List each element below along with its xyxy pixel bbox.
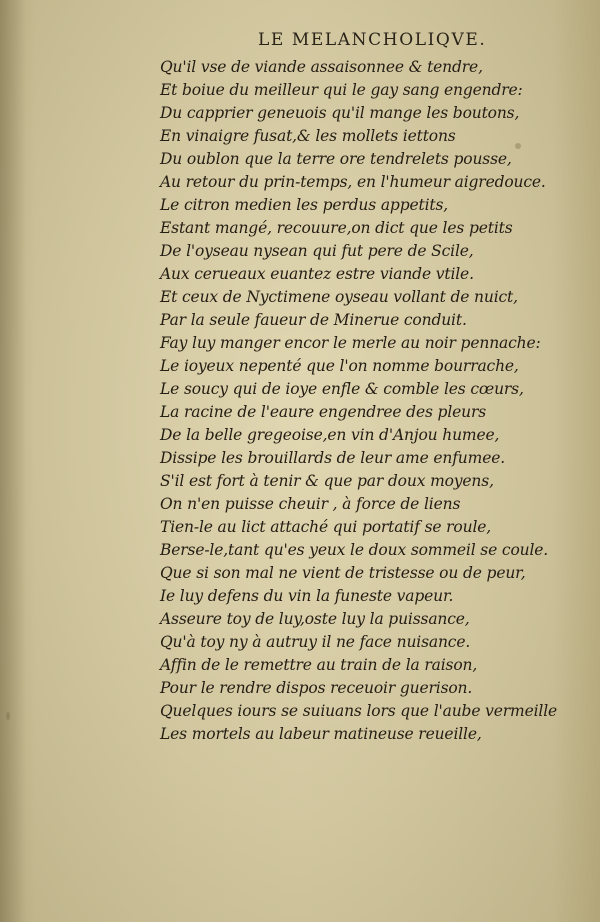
verse-line: Que si son mal ne vient de tristesse ou de peur, — [160, 564, 526, 582]
verse-line: Le soucy qui de ioye enfle & comble les cœurs, — [160, 380, 524, 398]
verse-line: Et boiue du meilleur qui le gay sang engendre: — [160, 81, 523, 99]
verse-line: Qu'il vse de viande assaisonnee & tendre, — [160, 58, 483, 76]
verse-line: Affin de le remettre au train de la raison, — [160, 656, 478, 674]
verse-line: De la belle gregeoise,en vin d'Anjou humee, — [160, 426, 500, 444]
verse-line: Au retour du prin-temps, en l'humeur aigredouce. — [160, 173, 546, 191]
verse-line: Du capprier geneuois qu'il mange les boutons, — [160, 104, 520, 122]
verse-line: Le ioyeux nepenté que l'on nomme bourrache, — [160, 357, 519, 375]
running-head: LE MELANCHOLIQVE. — [258, 30, 487, 50]
verse-line: En vinaigre fusat,& les mollets iettons — [160, 127, 456, 145]
verse-line: La racine de l'eaure engendree des pleurs — [160, 403, 487, 421]
verse-line: Et ceux de Nyctimene oyseau vollant de nuict, — [160, 288, 518, 306]
verse-line: Par la seule faueur de Minerue conduit. — [160, 311, 467, 329]
verse-line: De l'oyseau nysean qui fut pere de Scile, — [160, 242, 474, 260]
verse-line: Berse-le,tant qu'es yeux le doux sommeil se coule. — [160, 541, 549, 559]
verse-line: Ie luy defens du vin la funeste vapeur. — [160, 587, 454, 605]
verse-line: Estant mangé, recouure,on dict que les petits — [160, 219, 513, 237]
verse-line: Dissipe les brouillards de leur ame enfumee. — [160, 449, 506, 467]
verse-line: On n'en puisse cheuir , à force de liens — [160, 495, 461, 513]
verse-line: Le citron medien les perdus appetits, — [160, 196, 449, 214]
verse-line: Asseure toy de luy,oste luy la puissance, — [160, 610, 470, 628]
verse-line: Fay luy manger encor le merle au noir pennache: — [160, 334, 541, 352]
verse-line: Les mortels au labeur matineuse reueille, — [160, 725, 482, 743]
verse-line: Aux cerueaux euantez estre viande vtile. — [160, 265, 474, 283]
verse-line: Pour le rendre dispos receuoir guerison. — [160, 679, 473, 697]
verse-line: Quelques iours se suiuans lors que l'aube vermeille — [160, 702, 558, 720]
verse-line: Qu'à toy ny à autruy il ne face nuisance. — [160, 633, 471, 651]
verse-line: Du oublon que la terre ore tendrelets pousse, — [160, 150, 512, 168]
verse-line: Tien-le au lict attaché qui portatif se roule, — [160, 518, 492, 536]
verse-line: S'il est fort à tenir & que par doux moyens, — [160, 472, 494, 490]
